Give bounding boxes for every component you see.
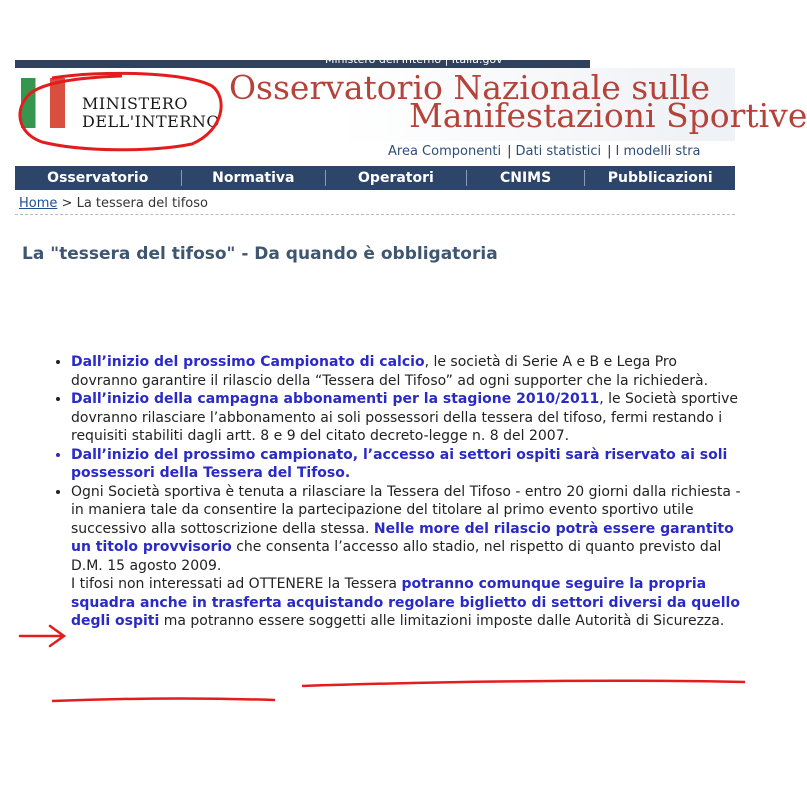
site-header: [15, 68, 807, 141]
link-modelli[interactable]: I modelli stra: [615, 144, 701, 159]
article-body: [52, 353, 742, 631]
nav-pubblicazioni[interactable]: Pubblicazioni: [607, 170, 713, 186]
item-text: , le società di Serie A e B e Lega Pro dovranno garantire il rilascio della “Tessera del Tifoso” ad ogni supporter che la richiederà.: [71, 354, 709, 389]
logo-line1: MINISTERO: [82, 94, 188, 113]
underline-annotation: [50, 695, 280, 705]
site-title-line2: Manifestazioni Sportive: [409, 96, 807, 135]
link-area-componenti[interactable]: Area Componenti: [388, 144, 502, 159]
list-item: [71, 353, 742, 390]
nav-cnims[interactable]: CNIMS: [467, 170, 586, 186]
divider: [15, 214, 735, 215]
item-text: , le Società sportive dovranno rilasciare l’abbonamento ai soli possessori della tessera del tifoso, fermi restando i requisiti stabiliti dagli artt. 8 e 9 del citato decreto-legge n. 8 del 2007.: [71, 391, 738, 444]
site-title-line1: Osservatorio Nazionale sulle: [229, 68, 711, 107]
breadcrumb-current: La tessera del tifoso: [76, 196, 208, 211]
top-links: Area Componenti | Dati statistici | I modelli stra: [388, 144, 701, 159]
underline-annotation: [300, 676, 750, 690]
link-dati-statistici[interactable]: Dati statistici: [515, 144, 602, 159]
flag-icon: [21, 78, 65, 128]
rules-list: [52, 353, 742, 575]
item-text: Ogni Società sportiva è tenuta a rilasciare la Tessera del Tifoso - entro 20 giorni dalla richiesta - in maniera tale da consentire la partecipazione del titolare al primo evento sportivo utile successivo alla sottoscrizione della stessa.: [71, 483, 741, 537]
nav-normativa[interactable]: Normativa: [182, 170, 327, 186]
final-paragraph: [52, 575, 742, 631]
list-item: [71, 483, 742, 576]
final-text: I tifosi non interessati ad OTTENERE la Tessera: [71, 576, 402, 592]
item-strong: Dall’inizio della campagna abbonamenti per la stagione 2010/2011: [71, 391, 600, 407]
page-title: La "tessera del tifoso" - Da quando è obbligatoria: [22, 244, 498, 264]
item-text: che consenta l’accesso allo stadio, nel rispetto di quanto previsto dal D.M. 15 agosto 2009.: [71, 539, 722, 574]
list-item: [71, 446, 742, 483]
final-text: ma potranno essere soggetti alle limitazioni imposte dalle Autorità di Sicurezza.: [159, 613, 725, 629]
breadcrumb: [19, 196, 208, 211]
final-strong: potranno comunque seguire la propria squadra anche in trasferta acquistando regolare biglietto di settori diversi da quello degli ospiti: [71, 576, 740, 629]
top-strip-text[interactable]: Ministero dell'Interno | Italia.gov: [325, 53, 503, 66]
nav-operatori[interactable]: Operatori: [326, 170, 467, 186]
breadcrumb-home[interactable]: Home: [19, 196, 58, 211]
item-strong: Nelle more del rilascio potrà essere garantito un titolo provvisorio: [71, 520, 734, 555]
item-strong: Dall’inizio del prossimo Campionato di calcio: [71, 354, 425, 370]
ministry-logo[interactable]: [82, 95, 220, 131]
main-nav: [15, 166, 735, 190]
list-item: [71, 390, 742, 446]
top-strip: [15, 53, 590, 68]
item-strong: Dall’inizio del prossimo campionato, l’accesso ai settori ospiti sarà riservato ai soli possessori della Tessera del Tifoso.: [71, 446, 728, 481]
logo-line2: DELL'INTERNO: [82, 112, 220, 131]
arrow-annotation-icon: [18, 623, 68, 649]
breadcrumb-separator: >: [61, 196, 73, 211]
nav-osservatorio[interactable]: Osservatorio: [15, 170, 182, 186]
